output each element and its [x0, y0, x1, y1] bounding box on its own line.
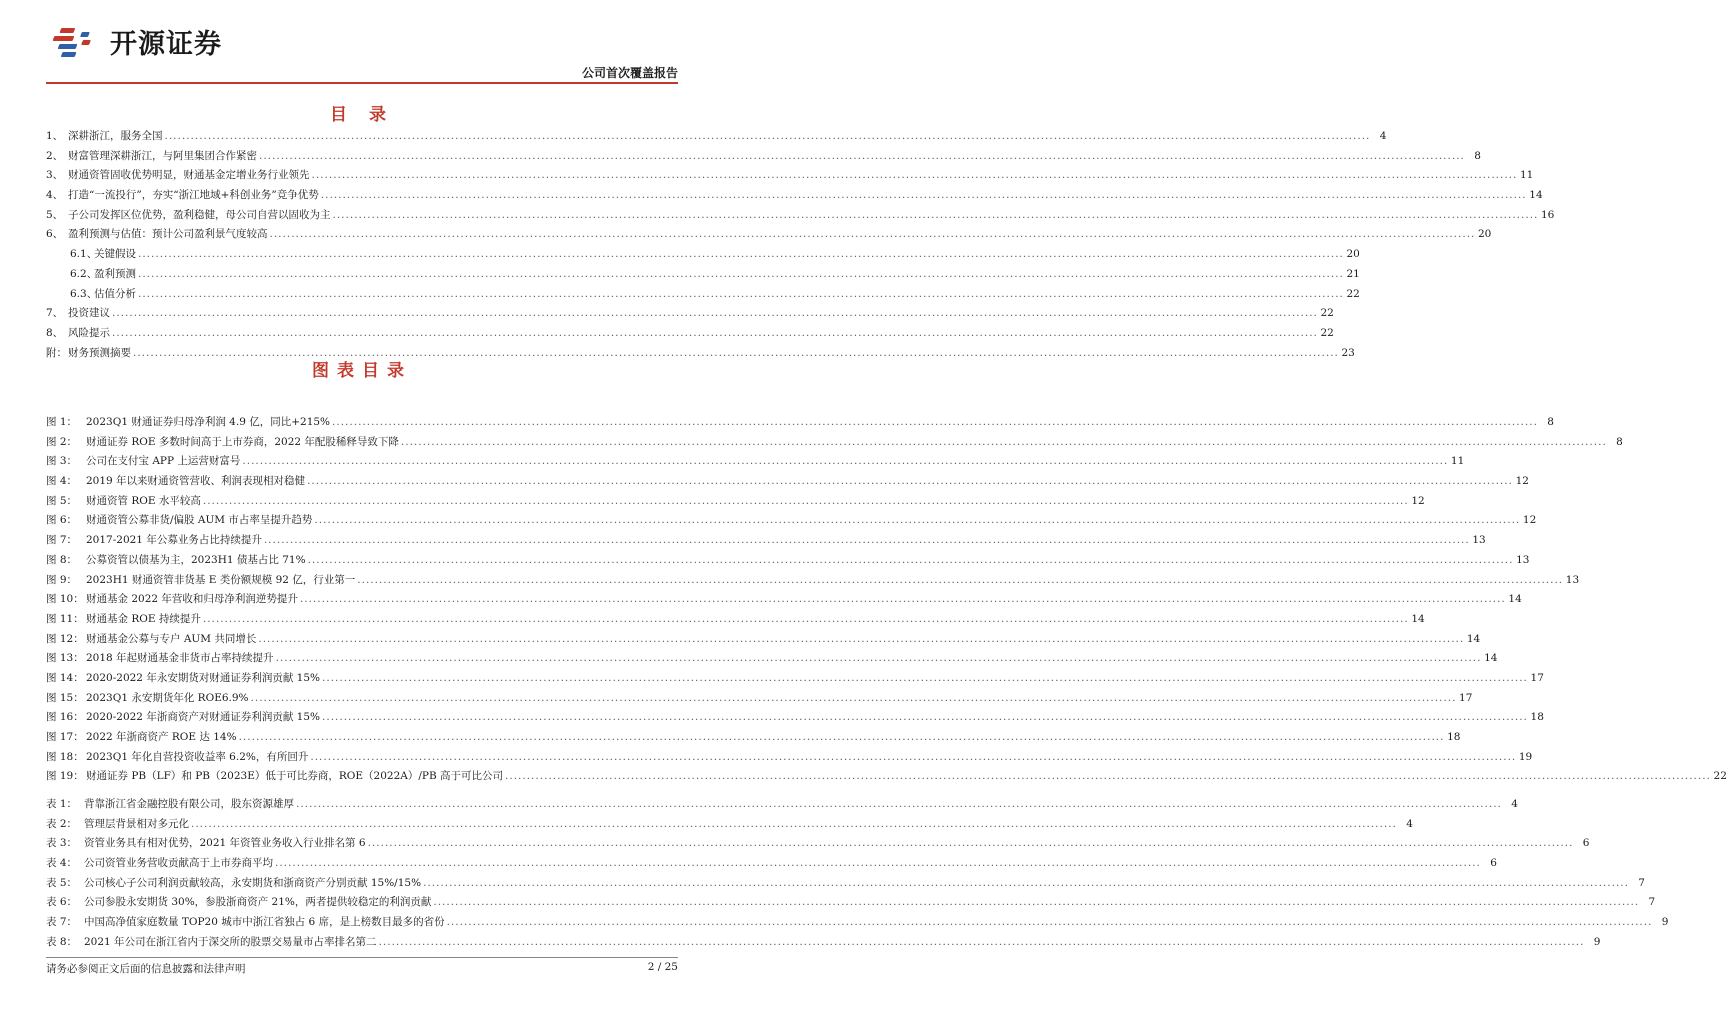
figure-number: 图 2：	[46, 435, 78, 448]
figure-label: 公募资管以债基为主，2023H1 债基占比 71%	[86, 553, 306, 566]
leader-dots	[307, 475, 1513, 487]
table-page: 4	[1406, 817, 1413, 830]
leader-dots	[310, 751, 1516, 763]
figure-number: 图 6：	[46, 514, 78, 527]
figure-label: 2017-2021 年公募业务占比持续提升	[86, 534, 262, 547]
brand-mark-icon	[54, 26, 104, 58]
toc-label: 深耕浙江，服务全国	[68, 130, 163, 142]
figure-label: 财通证券 ROE 多数时间高于上市券商，2022 年配股稀释导致下降	[86, 435, 399, 448]
figure-label: 财通基金 2022 年营收和归母净利润逆势提升	[86, 593, 298, 606]
figure-item[interactable]	[46, 414, 1554, 434]
table-number: 表 3：	[46, 837, 78, 850]
figure-item[interactable]	[46, 670, 1544, 690]
figure-page: 13	[1472, 534, 1486, 547]
figure-item[interactable]	[46, 768, 1727, 788]
toc-subitem[interactable]	[46, 246, 1360, 266]
toc-page: 4	[1379, 130, 1387, 142]
toc-number: 5、	[46, 208, 64, 221]
leader-dots	[112, 307, 1318, 319]
figure-label: 2023Q1 永安期货年化 ROE6.9%	[86, 691, 249, 704]
toc-subitem[interactable]	[46, 266, 1360, 286]
figure-page: 17	[1459, 691, 1473, 704]
toc-number: 8、	[46, 326, 64, 339]
table-item[interactable]	[46, 835, 1590, 855]
toc-label: 子公司发挥区位优势，盈利稳健，母公司自营以固收为主	[68, 208, 331, 221]
toc-item[interactable]	[46, 207, 1555, 227]
toc-item[interactable]	[46, 148, 1481, 168]
table-item[interactable]	[46, 934, 1601, 954]
table-page: 7	[1648, 896, 1656, 909]
figure-page: 12	[1515, 475, 1529, 488]
leader-dots	[203, 495, 1409, 507]
figure-number: 图 19：	[46, 770, 84, 783]
figure-page: 14	[1484, 652, 1498, 665]
figure-item[interactable]	[46, 512, 1537, 532]
figure-number: 图 15：	[46, 691, 84, 704]
figure-page: 22	[1713, 770, 1727, 783]
leader-dots	[447, 916, 1653, 928]
toc-number: 6.3、	[70, 287, 98, 300]
toc-number: 2、	[46, 149, 64, 162]
leader-dots	[242, 455, 1448, 467]
toc-number: 6.1、	[70, 248, 98, 261]
toc-page: 20	[1478, 228, 1492, 241]
figure-number: 图 5：	[46, 494, 78, 507]
toc-number: 7、	[46, 307, 64, 320]
toc-label: 财富管理深耕浙江，与阿里集团合作紧密	[68, 149, 257, 162]
toc-label: 财务预测摘要	[68, 346, 131, 359]
figure-label: 公司在支付宝 APP 上运营财富号	[86, 455, 241, 468]
table-page: 9	[1593, 935, 1601, 948]
leader-dots	[138, 248, 1344, 260]
toc-page: 22	[1320, 307, 1334, 320]
table-label: 资管业务具有相对优势，2021 年资管业务收入行业排名第 6	[84, 837, 366, 850]
figure-item[interactable]	[46, 572, 1580, 592]
figure-item[interactable]	[46, 453, 1465, 473]
figure-number: 图 8：	[46, 553, 78, 566]
table-label: 公司参股永安期货 30%，参股浙商资产 21%，两者提供较稳定的利润贡献	[84, 896, 432, 909]
toc-item[interactable]	[46, 325, 1334, 345]
figure-item[interactable]	[46, 532, 1486, 552]
leader-dots	[332, 416, 1538, 428]
toc-page: 22	[1320, 326, 1334, 339]
figure-item[interactable]	[46, 611, 1425, 631]
leader-dots	[138, 268, 1344, 280]
toc-page: 21	[1346, 267, 1360, 280]
figure-item[interactable]	[46, 473, 1529, 493]
figure-number: 图 13：	[46, 652, 84, 665]
toc-item[interactable]	[46, 187, 1543, 207]
figure-item[interactable]	[46, 552, 1530, 572]
leader-dots	[368, 837, 1574, 849]
figure-label: 2023H1 财通资管非货基 E 类份额规模 92 亿，行业第一	[86, 573, 356, 586]
toc-number: 4、	[46, 189, 64, 202]
leader-dots	[312, 169, 1518, 181]
leader-dots	[191, 818, 1397, 830]
table-item[interactable]	[46, 914, 1669, 934]
report-type-label: 公司首次覆盖报告	[581, 66, 678, 80]
toc-item[interactable]	[46, 305, 1334, 325]
figure-page: 19	[1518, 750, 1533, 763]
leader-dots	[270, 228, 1476, 240]
figure-label: 财通资管公募非货/偏股 AUM 市占率呈提升趋势	[86, 514, 313, 527]
figure-label: 财通资管 ROE 水平较高	[86, 494, 201, 507]
toc-item[interactable]	[46, 128, 1387, 148]
toc-page: 23	[1341, 346, 1355, 359]
toc-page: 16	[1541, 208, 1555, 221]
figure-page: 8	[1616, 435, 1623, 448]
table-number: 表 4：	[46, 857, 78, 870]
footer-disclaimer: 请务必参阅正文后面的信息披露和法律声明	[46, 963, 246, 975]
figure-page: 14	[1508, 593, 1522, 606]
table-item[interactable]	[46, 855, 1497, 875]
page-number: 2 / 25	[647, 961, 678, 973]
figure-label: 2023Q1 财通证券归母净利润 4.9 亿，同比+215%	[86, 416, 331, 428]
leader-dots	[276, 652, 1482, 664]
toc-item[interactable]	[46, 167, 1534, 187]
toc-label: 投资建议	[68, 307, 110, 320]
toc-number: 6.2、	[70, 267, 98, 280]
table-label: 背靠浙江省金融控股有限公司，股东资源雄厚	[84, 798, 294, 810]
leader-dots	[300, 593, 1506, 605]
figure-number: 图 10：	[46, 593, 84, 606]
figure-label: 2020-2022 年浙商资产对财通证券利润贡献 15%	[86, 711, 321, 724]
figure-page: 14	[1411, 612, 1425, 625]
table-page: 6	[1582, 837, 1590, 850]
toc-number: 附：	[46, 346, 67, 359]
figure-number: 图 12：	[46, 632, 84, 645]
figure-label: 2019 年以来财通资管营收、利润表现相对稳健	[86, 475, 306, 488]
leader-dots	[296, 798, 1502, 810]
figure-page: 12	[1522, 514, 1537, 527]
figure-label: 财通基金公募与专户 AUM 共同增长	[86, 632, 257, 645]
leader-dots	[275, 857, 1481, 869]
toc-label: 盈利预测	[94, 267, 136, 280]
table-page: 7	[1638, 876, 1645, 889]
table-number: 表 6：	[46, 896, 78, 909]
toc-item[interactable]	[46, 226, 1492, 246]
leader-dots	[239, 731, 1445, 743]
leader-dots	[112, 327, 1318, 339]
toc-label: 财通资管固收优势明显，财通基金定增业务行业领先	[68, 169, 310, 182]
figure-item[interactable]	[46, 493, 1425, 513]
table-number: 表 7：	[46, 916, 78, 929]
figure-page: 13	[1565, 573, 1580, 586]
table-page: 9	[1661, 916, 1669, 929]
leader-dots	[258, 633, 1464, 645]
table-page: 4	[1511, 798, 1518, 810]
toc-label: 风险提示	[68, 326, 110, 339]
leader-dots	[259, 150, 1465, 162]
figure-list	[46, 414, 1727, 788]
table-item[interactable]	[46, 894, 1656, 914]
leader-dots	[423, 877, 1629, 889]
leader-dots	[251, 692, 1457, 704]
figure-page: 18	[1447, 731, 1461, 743]
leader-dots	[264, 534, 1470, 546]
toc-subitem[interactable]	[46, 286, 1360, 306]
figure-label: 2023Q1 年化自营投资收益率 6.2%，有所回升	[86, 750, 309, 763]
toc-label: 关键假设	[94, 248, 136, 261]
figure-item[interactable]	[46, 690, 1473, 710]
leader-dots	[401, 436, 1607, 448]
toc-page: 8	[1474, 149, 1481, 162]
table-item[interactable]	[46, 796, 1518, 816]
figure-number: 图 17：	[46, 731, 84, 743]
leader-dots	[308, 554, 1514, 566]
figure-number: 图 16：	[46, 711, 84, 724]
figure-page: 8	[1547, 416, 1554, 428]
leader-dots	[203, 613, 1409, 625]
toc-page: 14	[1529, 189, 1543, 202]
table-number: 表 2：	[46, 817, 78, 830]
toc-label: 打造“一流投行”，夯实“浙江地域+科创业务”竞争优势	[68, 189, 319, 202]
figure-page: 14	[1466, 632, 1481, 645]
figure-number: 图 11：	[46, 612, 84, 625]
leader-dots	[321, 189, 1527, 201]
table-label: 公司核心子公司利润贡献较高，永安期货和浙商资产分别贡献 15%/15%	[84, 876, 422, 889]
toc-page: 22	[1346, 287, 1360, 300]
figure-page: 11	[1450, 455, 1465, 468]
leader-dots	[322, 711, 1528, 723]
toc-number: 3、	[46, 169, 64, 182]
figure-item[interactable]	[46, 709, 1544, 729]
leader-dots	[333, 209, 1539, 221]
figure-page: 12	[1411, 494, 1425, 507]
figure-page: 13	[1516, 553, 1530, 566]
figure-label: 2020-2022 年永安期货对财通证券利润贡献 15%	[86, 671, 321, 684]
leader-dots	[138, 288, 1344, 300]
figure-page: 17	[1530, 671, 1544, 684]
figure-number: 图 7：	[46, 534, 78, 547]
table-label: 2021 年公司在浙江省内于深交所的股票交易量市占率排名第二	[84, 935, 377, 948]
figure-item[interactable]	[46, 591, 1522, 611]
figure-number: 图 18：	[46, 750, 84, 763]
leader-dots	[314, 514, 1520, 526]
page-header	[0, 0, 724, 90]
figure-page: 18	[1530, 711, 1544, 724]
table-label: 管理层背景相对多元化	[84, 817, 189, 830]
footer-divider	[46, 957, 678, 958]
table-number: 表 5：	[46, 876, 78, 889]
table-item[interactable]	[46, 816, 1413, 836]
figure-number: 图 14：	[46, 671, 84, 684]
toc-page: 20	[1346, 248, 1360, 261]
leader-dots	[379, 936, 1585, 948]
leader-dots	[433, 896, 1639, 908]
toc-number: 6、	[46, 228, 64, 241]
table-number: 表 8：	[46, 935, 78, 948]
leader-dots	[505, 770, 1711, 782]
figure-label: 2018 年起财通基金非货市占率持续提升	[86, 652, 274, 665]
figures-title: 图表目录	[312, 361, 412, 381]
figure-label: 2022 年浙商资产 ROE 达 14%	[86, 731, 237, 743]
figure-number: 图 3：	[46, 455, 78, 468]
toc-list	[46, 128, 1555, 364]
figure-number: 图 1：	[46, 416, 78, 428]
figure-item[interactable]	[46, 434, 1623, 454]
table-item[interactable]	[46, 875, 1645, 895]
figure-label: 财通基金 ROE 持续提升	[86, 612, 201, 625]
header-divider	[46, 82, 678, 84]
figure-number: 图 4：	[46, 475, 78, 488]
figure-item[interactable]	[46, 749, 1533, 769]
table-label: 公司资管业务营收贡献高于上市券商平均	[84, 857, 273, 870]
figure-label: 财通证券 PB（LF）和 PB（2023E）低于可比券商，ROE（2022A）/PB 高于可比公司	[86, 770, 504, 783]
toc-page: 11	[1520, 169, 1534, 182]
toc-label: 估值分析	[94, 287, 136, 300]
table-number: 表 1：	[46, 798, 78, 810]
figure-item[interactable]	[46, 650, 1498, 670]
brand-name: 开源证券	[110, 29, 222, 60]
figure-item[interactable]	[46, 631, 1481, 651]
toc-label: 盈利预测与估值：预计公司盈利景气度较高	[68, 228, 268, 241]
leader-dots	[322, 672, 1528, 684]
figure-number: 图 9：	[46, 573, 78, 586]
leader-dots	[165, 130, 1371, 142]
leader-dots	[357, 574, 1563, 586]
toc-number: 1、	[46, 130, 64, 142]
toc-title: 目 录	[330, 105, 394, 125]
table-label: 中国高净值家庭数量 TOP20 城市中浙江省独占 6 席，是上榜数目最多的省份	[84, 916, 445, 929]
figure-item[interactable]	[46, 729, 1461, 749]
table-page: 6	[1490, 857, 1497, 870]
brand-logo	[54, 22, 222, 61]
table-list	[46, 796, 1669, 954]
